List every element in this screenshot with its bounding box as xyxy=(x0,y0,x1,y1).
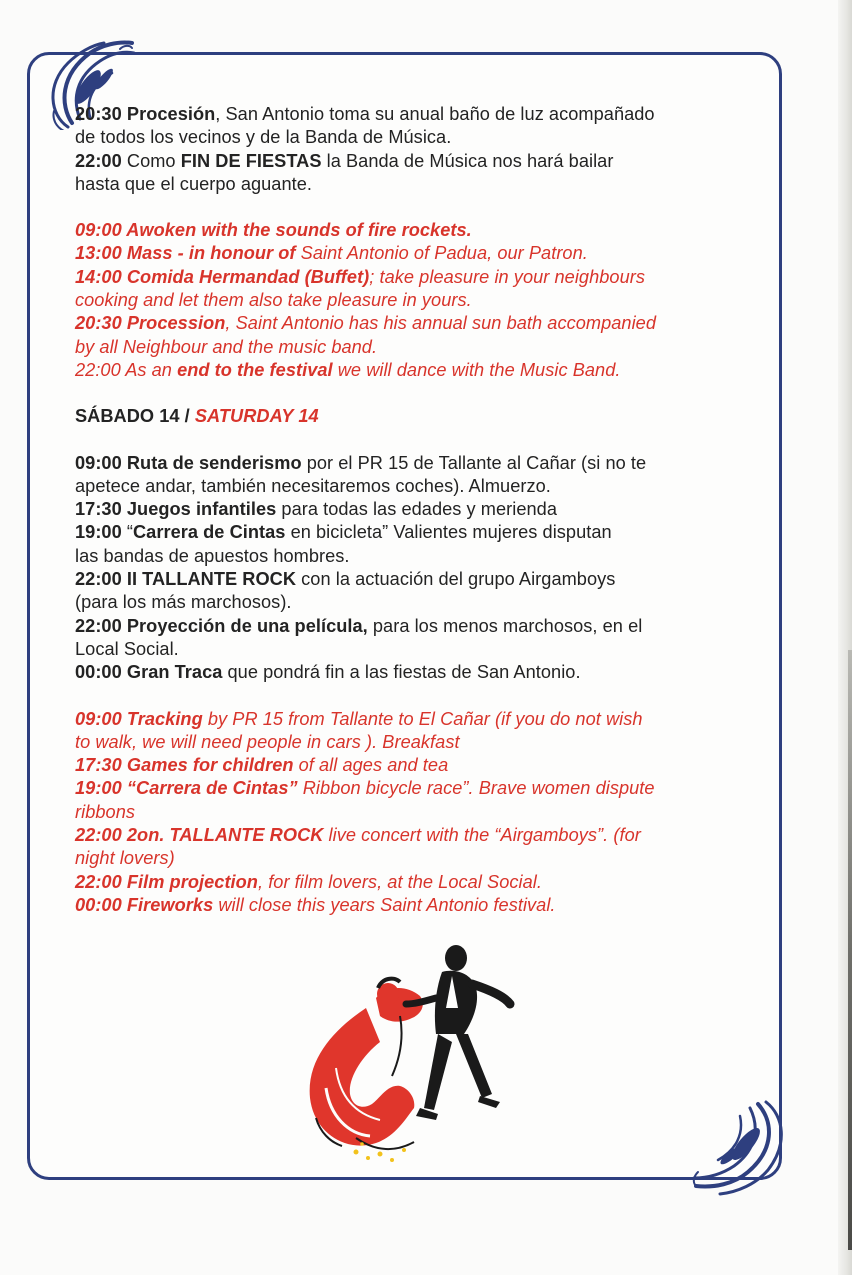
saturday-es-item-3: 19:00 “Carrera de Cintas en bicicleta” Valientes mujeres disputan xyxy=(75,522,612,543)
saturday-es-item-4: 22:00 II TALLANTE ROCK con la actuación del grupo Airgamboys xyxy=(75,569,616,590)
saturday-en-item-1-line2: to walk, we will need people in cars ). Breakfast xyxy=(75,731,460,752)
saturday-en-item-1: 09:00 Tracking by PR 15 from Tallante to El Cañar (if you do not wish xyxy=(75,708,643,729)
saturday-es-item-3-line2: las bandas de apuestos hombres. xyxy=(75,545,350,566)
friday-es-item-2: 22:00 Como FIN DE FIESTAS la Banda de Música nos hará bailar xyxy=(75,150,614,171)
friday-en-item-4-line2: by all Neighbour and the music band. xyxy=(75,336,378,357)
saturday-en-item-3: 19:00 “Carrera de Cintas” Ribbon bicycle race”. Brave women dispute xyxy=(75,778,655,799)
friday-en-item-1: 09:00 Awoken with the sounds of fire rockets. xyxy=(75,220,472,241)
saturday-es-item-2: 17:30 Juegos infantiles para todas las edades y merienda xyxy=(75,499,557,520)
saturday-es-item-5: 22:00 Proyección de una película, para los menos marchosos, en el xyxy=(75,615,643,636)
friday-en-item-5: 22:00 As an end to the festival we will dance with the Music Band. xyxy=(75,359,621,380)
friday-en-item-4: 20:30 Procession, Saint Antonio has his annual sun bath accompanied xyxy=(75,313,657,334)
saturday-heading: SÁBADO 14 / SATURDAY 14 xyxy=(75,406,319,427)
saturday-es-item-1-line2: apetece andar, también necesitaremos coches). Almuerzo. xyxy=(75,475,551,496)
friday-en-item-2: 13:00 Mass - in honour of Saint Antonio of Padua, our Patron. xyxy=(75,243,588,264)
saturday-es-item-6: 00:00 Gran Traca que pondrá fin a las fiestas de San Antonio. xyxy=(75,662,581,683)
saturday-en-item-5: 22:00 Film projection, for film lovers, at the Local Social. xyxy=(75,871,542,892)
saturday-es-item-5-line2: Local Social. xyxy=(75,638,179,659)
saturday-en-item-4: 22:00 2on. TALLANTE ROCK live concert with the “Airgamboys”. (for xyxy=(75,825,641,846)
program-text xyxy=(75,103,775,917)
friday-en-item-3: 14:00 Comida Hermandad (Buffet); take pleasure in your neighbours xyxy=(75,266,645,287)
friday-es-item-2-line2: hasta que el cuerpo aguante. xyxy=(75,173,313,194)
saturday-es-item-1: 09:00 Ruta de senderismo por el PR 15 de Tallante al Cañar (si no te xyxy=(75,452,647,473)
friday-en-item-3-line2: cooking and let them also take pleasure in yours. xyxy=(75,290,472,311)
saturday-en-item-3-line2: ribbons xyxy=(75,801,136,822)
page-edge-dark xyxy=(848,650,852,1250)
saturday-en-item-6: 00:00 Fireworks will close this years Saint Antonio festival. xyxy=(75,894,556,915)
saturday-en-item-4-line2: night lovers) xyxy=(75,848,175,869)
bottom-right-ornament-icon xyxy=(688,1098,798,1198)
saturday-en-item-2: 17:30 Games for children of all ages and tea xyxy=(75,755,449,776)
red-dress-shape xyxy=(310,1008,415,1146)
friday-es-item-1-line2: de todos los vecinos y de la Banda de Música. xyxy=(75,127,452,148)
friday-es-item-1: 20:30 Procesión, San Antonio toma su anual baño de luz acompañado xyxy=(75,104,655,124)
saturday-es-item-4-line2: (para los más marchosos). xyxy=(75,592,292,613)
dancing-couple-illustration xyxy=(296,938,526,1168)
